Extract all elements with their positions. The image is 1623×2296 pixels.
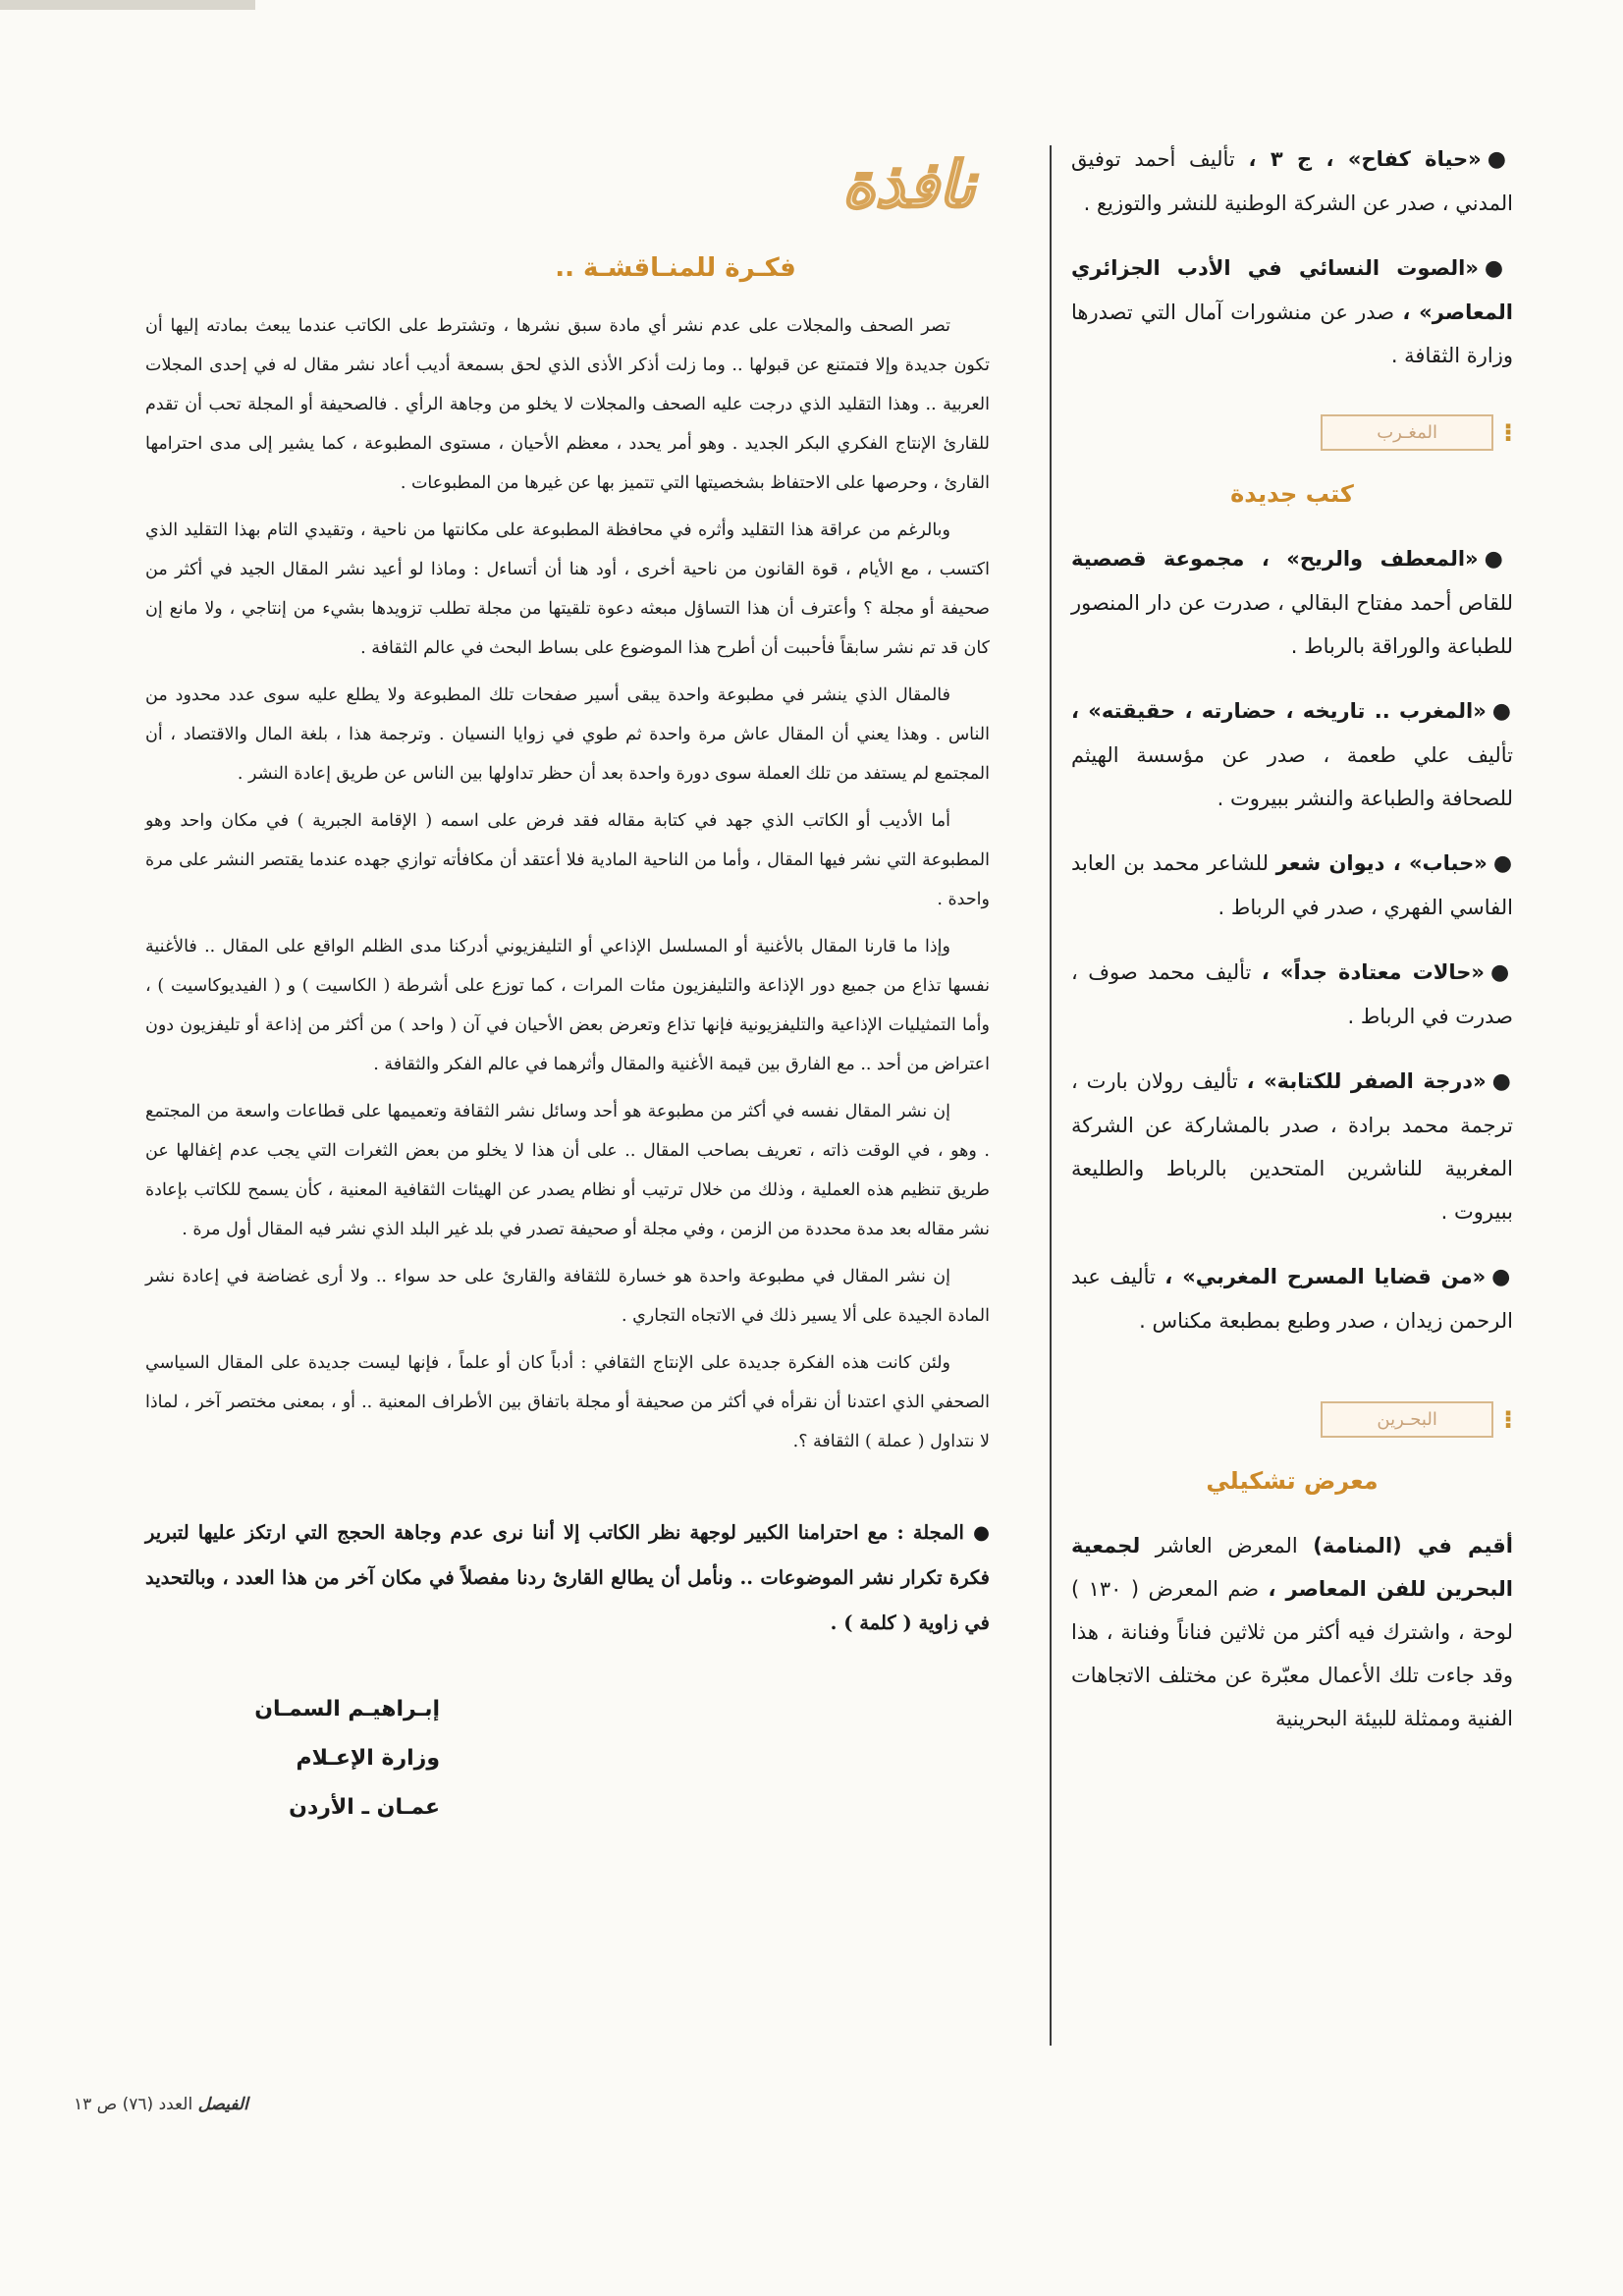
article-paragraph: فالمقال الذي ينشر في مطبوعة واحدة يبقى أسير صفحات تلك المطبوعة ولا يطلع عليه سوى عدد محدود من الناس . وهذا يعني أن المقال عاش مرة واحدة ثم طوي في زوايا النسيان . وترجمة هذا ، بلغة المال والاقتصاد ، أن المجتمع لم يستفد من تلك العملة سوى دورة واحدة بعد أن حظر تداولها بين الناس عن طريق إعادة النشر . — [145, 685, 990, 784]
book-details: صدر عن منشورات آمال التي تصدرها وزارة الثقافة . — [1071, 301, 1513, 367]
book-details: تأليف رولان بارت ، ترجمة محمد برادة ، صدر بالمشاركة عن الشركة المغربية للناشرين المتحدين بالرباط والطليعة ببيروت . — [1071, 1069, 1513, 1224]
issue-page: العدد (٧٦) ص ١٣ — [74, 2095, 193, 2114]
article-column — [145, 137, 990, 1832]
article-paragraph: وبالرغم من عراقة هذا التقليد وأثره في محافظة المطبوعة على مكانتها من ناحية ، وتقيدي التام بهذا التقليد الذي اكتسب ، مع الأيام ، قوة القانون من ناحية أخرى ، أود هنا أن أتساءل : وماذا لو أعيد نشر المقال الجيد في أكثر من صحيفة أو مجلة ؟ وأعترف أن هذا التساؤل مبعثه دعوة تلقيتها من مجلة تطلب تزويدها بشيء من إنتاجي ، ولا مانع إن كان قد تم نشر سابقاً فأحببت أن أطرح هذا الموضوع على بساط البحث في عالم الثقافة . — [145, 520, 990, 658]
section-subtitle: معرض تشكيلي — [1206, 1467, 1379, 1495]
section-label: المغـرب — [1321, 414, 1493, 451]
book-item: ●«من قضايا المسرح المغربي» ، تأليف عبد الرحمن زيدان ، صدر وطبع بمطبعة مكناس . — [1071, 1265, 1513, 1333]
section-marker-icon: ⁝ — [1503, 417, 1513, 448]
news-column — [1071, 137, 1513, 1761]
magazine-name: الفيصل — [197, 2095, 248, 2114]
book-item: ●«حياة كفاح» ، ج ٣ ، تأليف أحمد توفيق المدني ، صدر عن الشركة الوطنية للنشر والتوزيع . — [1071, 147, 1513, 215]
masthead-title: نافذة — [841, 149, 975, 222]
column-divider — [1050, 145, 1052, 2046]
book-title: «المعطف والريح» ، مجموعة قصصية — [1071, 547, 1479, 571]
section-subtitle: كتب جديدة — [1230, 480, 1354, 508]
book-details: تأليف محمد صوف ، صدرت في الرباط . — [1071, 960, 1513, 1028]
article-paragraph: إن نشر المقال نفسه في أكثر من مطبوعة هو أحد وسائل نشر الثقافة وتعميمها على قطاعات واسعة من المجتمع . وهو ، في الوقت ذاته ، تعريف بصاحب المقال .. على أن هذا لا يخلو من بعض الثغرات التي يجب عدم إغفالها عن طريق تنظيم هذه العملية ، وذلك من خلال ترتيب أو نظام يصدر عن الهيئات الثقافية المعنية ، كأن يسمح للكاتب بإعادة نشر مقاله بعد مدة محددة من الزمن ، وفي مجلة أو صحيفة تصدر في بلد غير البلد الذي نشر فيه المقال أول مرة . — [145, 1102, 990, 1239]
book-item: ●«المغرب .. تاريخه ، حضارته ، حقيقته» ، تأليف علي طعمة ، صدر عن مؤسسة الهيثم للصحافة والطباعة والنشر ببيروت . — [1071, 699, 1513, 810]
section-heading-morocco — [1071, 414, 1513, 451]
book-details: تأليف أحمد توفيق المدني ، صدر عن الشركة الوطنية للنشر والتوزيع . — [1071, 147, 1513, 215]
book-details: للقاص أحمد مفتاح البقالي ، صدرت عن دار المنصور للطباعة والوراقة بالرباط . — [1071, 591, 1513, 658]
section-heading-bahrain — [1071, 1401, 1513, 1438]
book-item: ●«درجة الصفر للكتابة» ، تأليف رولان بارت ، ترجمة محمد برادة ، صدر بالمشاركة عن الشركة المغربية للناشرين المتحدين بالرباط والطليعة ببيروت . — [1071, 1069, 1513, 1224]
author-signature — [145, 1685, 440, 1832]
book-item: ●«المعطف والريح» ، مجموعة قصصية للقاص أحمد مفتاح البقالي ، صدرت عن دار المنصور للطباعة والوراقة بالرباط . — [1071, 547, 1513, 658]
exhibition-paragraph: أقيم في (المنامة) المعرض العاشر لجمعية البحرين للفن المعاصر ، ضم المعرض ( ١٣٠ ) لوحة ، واشترك فيه أكثر من ثلاثين فناناً وفنانة ، هذا وقد جاءت تلك الأعمال معبّرة عن مختلف الاتجاهات الفنية وممثلة للبيئة البحرينية — [1071, 1534, 1514, 1730]
article-paragraph: وإذا ما قارنا المقال بالأغنية أو المسلسل الإذاعي أو التليفزيوني أدركنا مدى الظلم الواقع على المقال .. فالأغنية نفسها تذاع من جميع دور الإذاعة والتليفزيون مئات المرات ، كما توزع على أشرطة ( الكاسيت ) و ( الفيديوكاسيت ) ، وأما التمثيليات الإذاعية والتليفزيونية فإنها تذاع وتعرض بعض الأحيان في آن ( واحد ) من أكثر من إذاعة أو تليفزيون دون اعتراض من أحد .. مع الفارق بين قيمة الأغنية والمقال وأثرهما في عالم الفكر والثقافة . — [145, 937, 990, 1074]
article-paragraph: تصر الصحف والمجلات على عدم نشر أي مادة سبق نشرها ، وتشترط على الكاتب عندما يبعث بمادته إليها أن تكون جديدة وإلا فتمتنع عن قبولها .. وما زلت أذكر الأذى الذي لحق بسمعة أديب أعاد نشر مقال له في إحدى المجلات العربية .. وهذا التقليد الذي درجت عليه الصحف والمجلات لا يخلو من وجاهة الرأي . فالصحيفة أو المجلة تحب أن تقدم للقارئ الإنتاج الفكري البكر الجديد . وهو أمر يحدد ، معظم الأحيان ، مستوى المطبوعة ، كما يشير إلى مدى احترامها القارئ ، وحرصها على الاحتفاظ بشخصيتها التي تتميز بها عن غيرها من المطبوعات . — [145, 316, 990, 493]
book-item: ●«الصوت النسائي في الأدب الجزائري المعاصر» ، صدر عن منشورات آمال التي تصدرها وزارة الثقافة . — [1071, 256, 1513, 367]
author-location: عمـان ـ الأردن — [289, 1795, 440, 1820]
book-title: «حالات معتادة جداً» ، — [1261, 960, 1485, 984]
top-edge-band — [0, 0, 255, 10]
book-title: «من قضايا المسرح المغربي» ، — [1164, 1265, 1487, 1288]
article-paragraph: أما الأديب أو الكاتب الذي جهد في كتابة مقاله فقد فرض على اسمه ( الإقامة الجبرية ) في مكان واحد وهو المطبوعة التي نشر فيها المقال ، وأما من الناحية المادية فلا أعتقد أن مكافأته توازي جهده عندما يقتصر النشر على مرة واحدة . — [145, 811, 990, 909]
book-item: ●«حباب» ، ديوان شعر للشاعر محمد بن العابد الفاسي الفهري ، صدر في الرباط . — [1071, 851, 1513, 919]
book-title: «الصوت النسائي في الأدب الجزائري المعاصر» ، — [1071, 256, 1513, 324]
book-details: تأليف عبد الرحمن زيدان ، صدر وطبع بمطبعة مكناس . — [1071, 1265, 1513, 1333]
article-title: فكـرة للمنـاقشـة .. — [555, 253, 796, 283]
section-label: البحـرين — [1321, 1401, 1493, 1438]
book-title: «حياة كفاح» ، ج ٣ ، — [1248, 147, 1482, 171]
book-title: «حباب» ، ديوان شعر — [1275, 851, 1488, 875]
page-footer — [74, 2095, 248, 2114]
author-name: إبـراهيـم السمـان — [254, 1697, 440, 1722]
book-item: ●«حالات معتادة جداً» ، تأليف محمد صوف ، صدرت في الرباط . — [1071, 960, 1513, 1028]
masthead-logo-graphic — [754, 137, 980, 226]
book-title: «درجة الصفر للكتابة» ، — [1246, 1069, 1487, 1093]
section-marker-icon: ⁝ — [1503, 1404, 1513, 1435]
author-affiliation: وزارة الإعـلام — [296, 1746, 440, 1771]
article-paragraph: ولئن كانت هذه الفكرة جديدة على الإنتاج الثقافي : أدباً كان أو علماً ، فإنها ليست جديدة على المقال السياسي الصحفي الذي اعتدنا أن نقرأه في أكثر من صحيفة أو مجلة باتفاق بين الأطراف المعنية .. أو ، بمعنى مختصر آخر ، لماذا لا نتداول ( عملة ) الثقافة ؟. — [145, 1353, 990, 1451]
editor-note: ● المجلة : مع احترامنا الكبير لوجهة نظر الكاتب إلا أننا نرى عدم وجاهة الحجج التي ارتكز عليها لتبرير فكرة تكرار نشر الموضوعات .. ونأمل أن يطالع القارئ ردنا مفصلاً في مكان آخر من هذا العدد ، وبالتحديد في زاوية ( كلمة ) . — [145, 1521, 990, 1634]
book-details: للشاعر محمد بن العابد الفاسي الفهري ، صدر في الرباط . — [1071, 851, 1513, 919]
book-title: «المغرب .. تاريخه ، حضارته ، حقيقته» ، — [1071, 699, 1487, 723]
article-paragraph: إن نشر المقال في مطبوعة واحدة هو خسارة للثقافة والقارئ على حد سواء .. ولا أرى غضاضة في إعادة نشر المادة الجيدة على ألا يسير ذلك في الاتجاه التجاري . — [145, 1267, 990, 1326]
masthead-logo — [145, 137, 980, 236]
book-details: تأليف علي طعمة ، صدر عن مؤسسة الهيثم للصحافة والطباعة والنشر ببيروت . — [1071, 743, 1513, 810]
